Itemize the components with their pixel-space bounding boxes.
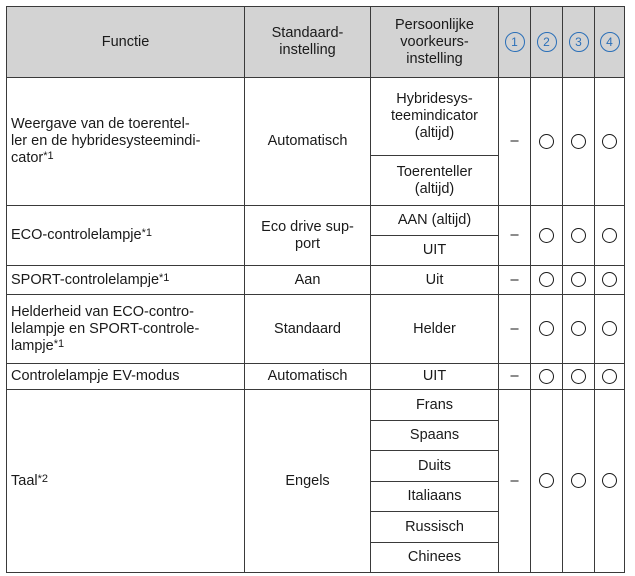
cell-option: Spaans xyxy=(371,421,499,451)
cell-option: UIT xyxy=(371,236,499,266)
cell-standaard: Automatisch xyxy=(245,364,371,390)
supported-circle-icon xyxy=(539,228,554,243)
cell-col-4 xyxy=(595,206,625,266)
cell-option: Chinees xyxy=(371,543,499,573)
cell-functie xyxy=(7,390,245,573)
cell-col-3 xyxy=(563,295,595,364)
supported-circle-icon xyxy=(571,272,586,287)
table-row xyxy=(7,78,625,156)
table-row xyxy=(7,266,625,295)
functie-text: Helderheid van ECO-contro- lelampje en SPORT-controle- lampje xyxy=(11,303,200,354)
cell-col-3 xyxy=(563,364,595,390)
cell-option: Toerenteller (altijd) xyxy=(371,156,499,206)
header-col-4 xyxy=(595,7,625,78)
cell-col-2 xyxy=(531,78,563,206)
cell-col-3 xyxy=(563,78,595,206)
functie-text: Weergave van de toerentel- ler en de hybridesysteemindi- cator xyxy=(11,116,201,166)
cell-functie xyxy=(7,364,245,390)
cell-option: Russisch xyxy=(371,512,499,543)
cell-option: Frans xyxy=(371,390,499,421)
cell-option: Duits xyxy=(371,451,499,482)
footnote-marker: *1 xyxy=(43,150,54,162)
cell-option: Uit xyxy=(371,266,499,295)
cell-standaard: Automatisch xyxy=(245,78,371,206)
cell-col-2 xyxy=(531,266,563,295)
supported-circle-icon xyxy=(539,369,554,384)
circled-number-1: 1 xyxy=(505,32,525,52)
supported-circle-icon xyxy=(571,321,586,336)
table-row xyxy=(7,206,625,236)
supported-circle-icon xyxy=(539,134,554,149)
header-standaard: Standaard- instelling xyxy=(245,7,371,78)
cell-col-3 xyxy=(563,390,595,573)
cell-col-4 xyxy=(595,266,625,295)
supported-circle-icon xyxy=(539,473,554,488)
cell-option: AAN (altijd) xyxy=(371,206,499,236)
cell-col-2 xyxy=(531,390,563,573)
supported-circle-icon xyxy=(571,369,586,384)
cell-col-1-dash: – xyxy=(499,78,531,206)
cell-col-4 xyxy=(595,364,625,390)
supported-circle-icon xyxy=(602,473,617,488)
cell-col-2 xyxy=(531,206,563,266)
cell-option: Hybridesys- teemindicator (altijd) xyxy=(371,78,499,156)
header-col-3 xyxy=(563,7,595,78)
footnote-marker: *1 xyxy=(159,271,170,284)
cell-standaard: Engels xyxy=(245,390,371,573)
settings-table-wrapper xyxy=(6,6,625,573)
functie-text: ECO-controlelampje xyxy=(11,227,142,243)
table-body xyxy=(7,78,625,573)
header-col-2 xyxy=(531,7,563,78)
cell-col-3 xyxy=(563,206,595,266)
header-functie: Functie xyxy=(7,7,245,78)
supported-circle-icon xyxy=(539,321,554,336)
cell-functie xyxy=(7,78,245,206)
footnote-marker: *1 xyxy=(141,227,152,239)
cell-col-4 xyxy=(595,295,625,364)
cell-functie xyxy=(7,266,245,295)
table-row xyxy=(7,295,625,364)
footnote-marker: *2 xyxy=(37,472,49,485)
circled-number-4: 4 xyxy=(600,32,620,52)
table-row xyxy=(7,364,625,390)
functie-text: Taal xyxy=(11,472,38,489)
table-row xyxy=(7,390,625,421)
functie-text: SPORT-controlelampje xyxy=(11,271,160,288)
cell-col-1-dash: – xyxy=(499,295,531,364)
cell-col-1-dash: – xyxy=(499,390,531,573)
cell-col-2 xyxy=(531,364,563,390)
cell-col-1-dash: – xyxy=(499,364,531,390)
supported-circle-icon xyxy=(571,134,586,149)
cell-option: UIT xyxy=(371,364,499,390)
cell-standaard: Standaard xyxy=(245,295,371,364)
cell-col-4 xyxy=(595,78,625,206)
cell-col-2 xyxy=(531,295,563,364)
supported-circle-icon xyxy=(602,134,617,149)
functie-text: Controlelampje EV-modus xyxy=(11,368,180,384)
cell-standaard: Eco drive sup- port xyxy=(245,206,371,266)
footnote-marker: *1 xyxy=(53,337,65,350)
cell-option: Italiaans xyxy=(371,482,499,512)
header-row xyxy=(7,7,625,78)
header-col-1 xyxy=(499,7,531,78)
settings-table xyxy=(6,6,625,573)
supported-circle-icon xyxy=(602,272,617,287)
cell-col-3 xyxy=(563,266,595,295)
cell-col-1-dash: – xyxy=(499,266,531,295)
cell-functie xyxy=(7,295,245,364)
cell-col-1-dash: – xyxy=(499,206,531,266)
circled-number-3: 3 xyxy=(569,32,589,52)
supported-circle-icon xyxy=(571,228,586,243)
cell-standaard: Aan xyxy=(245,266,371,295)
supported-circle-icon xyxy=(602,369,617,384)
supported-circle-icon xyxy=(539,272,554,287)
supported-circle-icon xyxy=(571,473,586,488)
circled-number-2: 2 xyxy=(537,32,557,52)
cell-functie xyxy=(7,206,245,266)
supported-circle-icon xyxy=(602,228,617,243)
supported-circle-icon xyxy=(602,321,617,336)
cell-option: Helder xyxy=(371,295,499,364)
header-persoonlijk: Persoonlijke voorkeurs- instelling xyxy=(371,7,499,78)
cell-col-4 xyxy=(595,390,625,573)
